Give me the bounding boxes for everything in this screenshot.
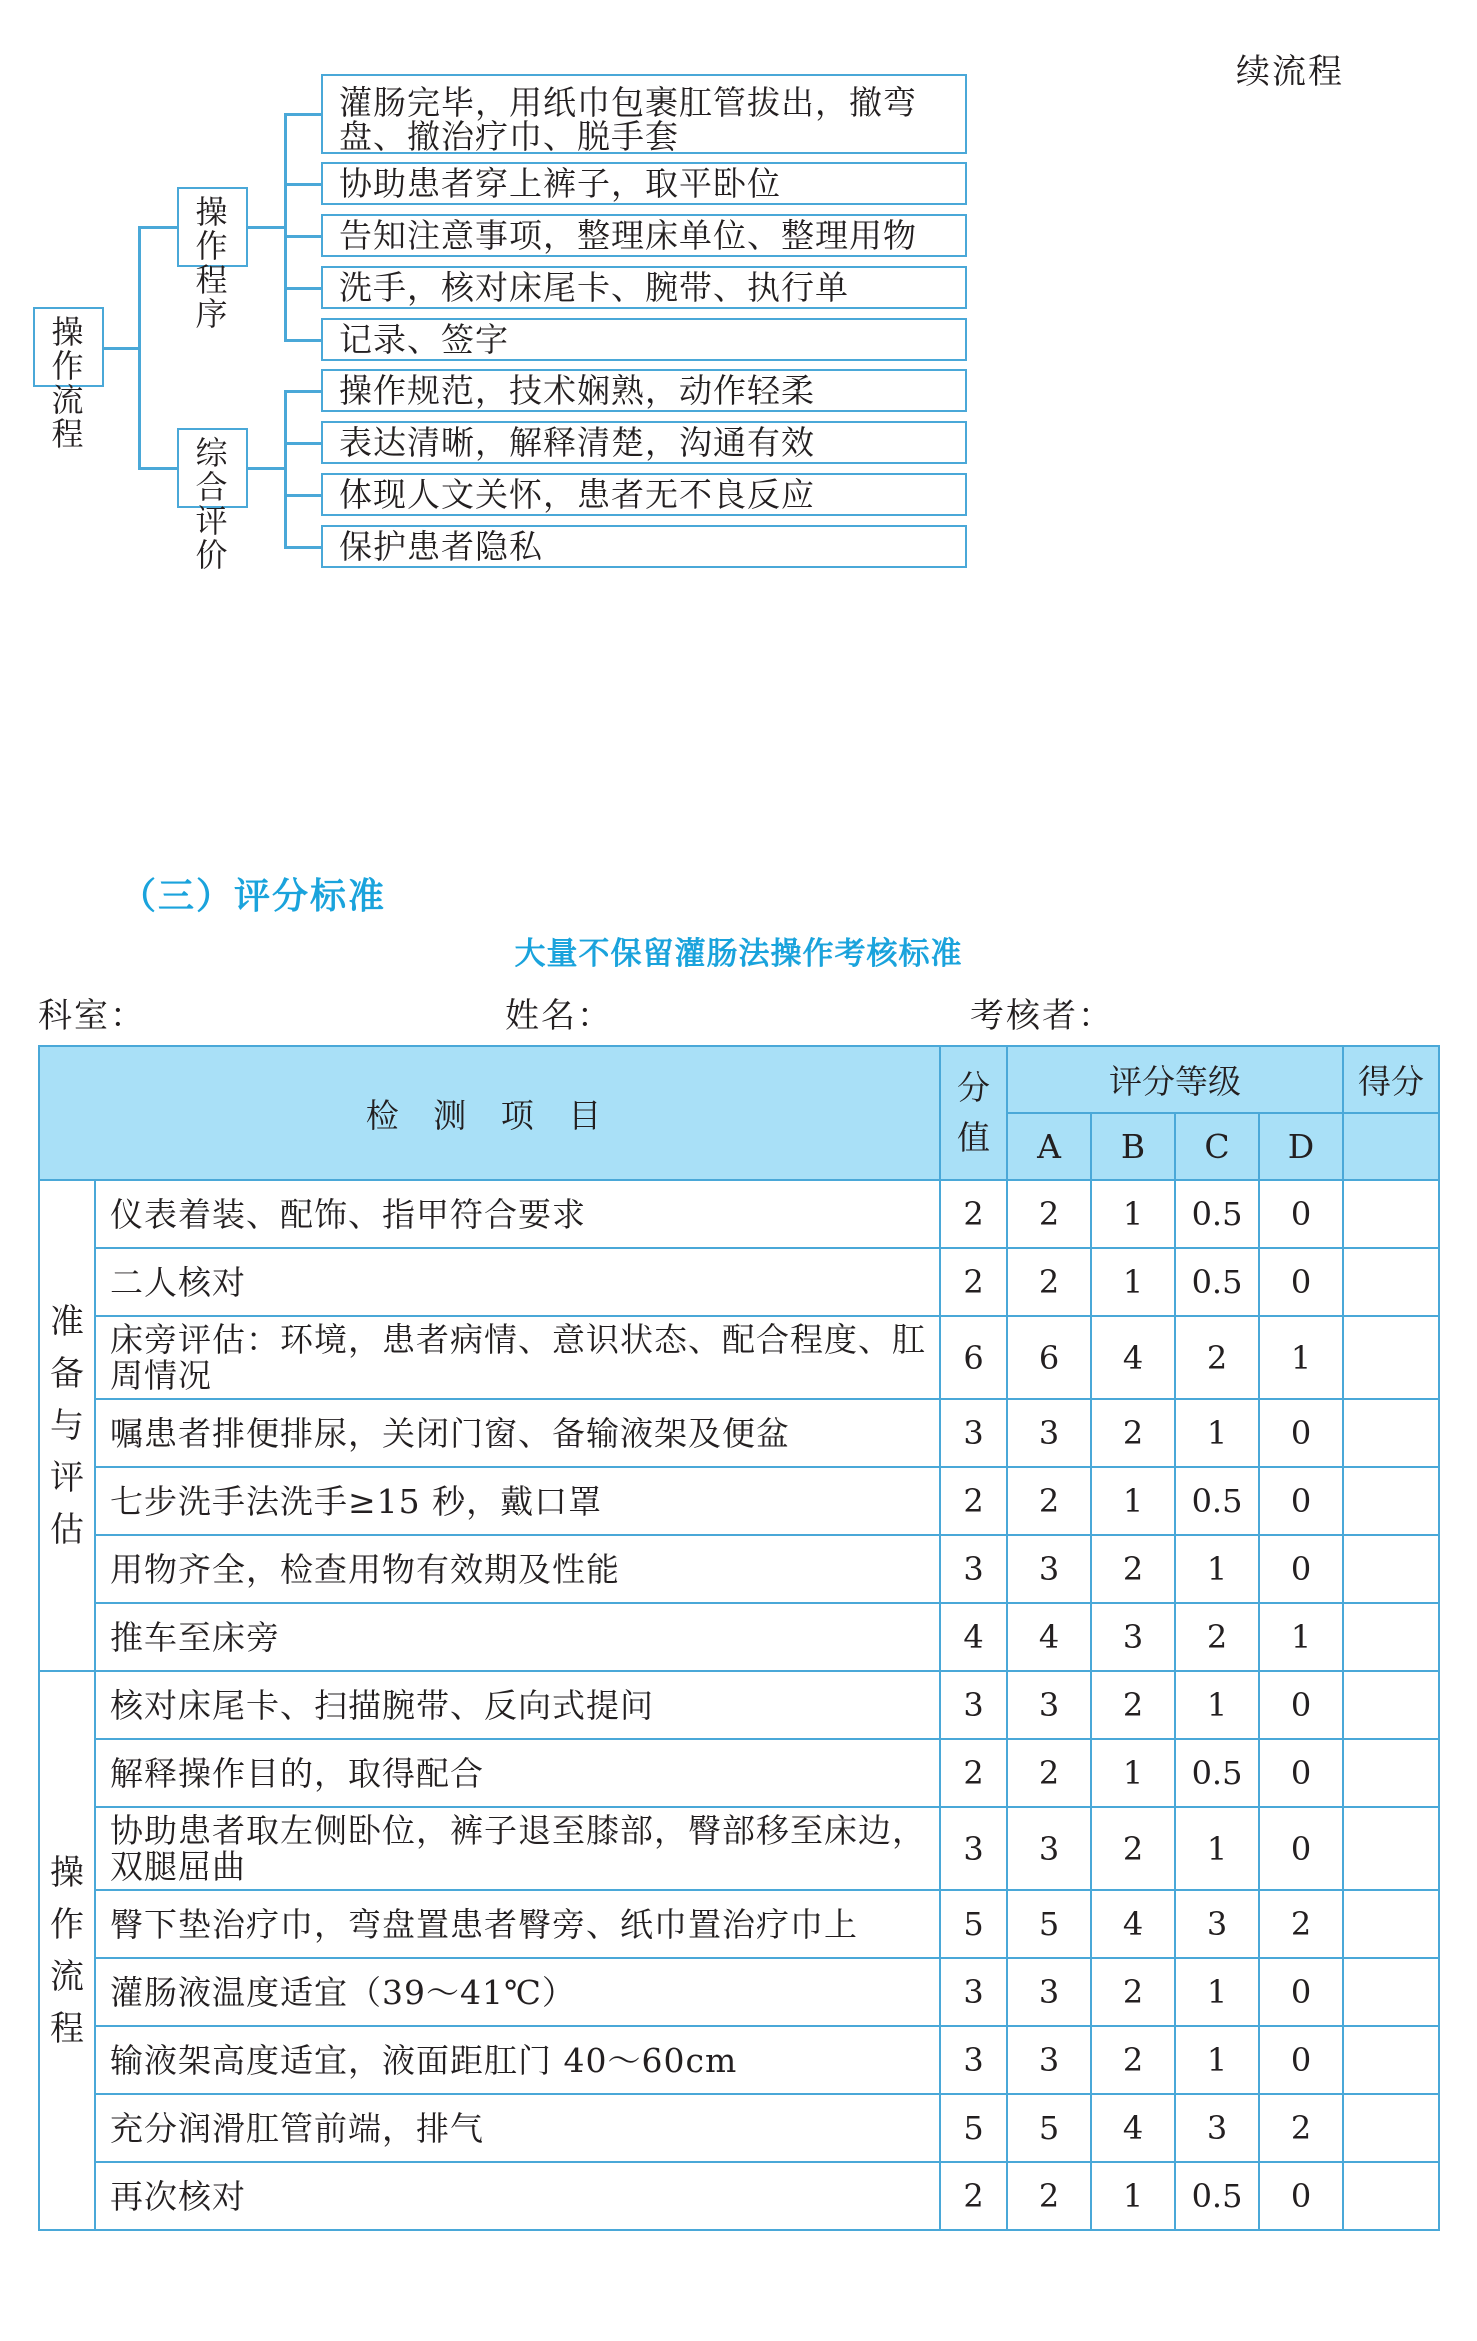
connector-line (284, 183, 321, 186)
table-row (39, 1467, 1439, 1535)
grade-a-cell: 2 (1007, 1467, 1091, 1535)
score-cell: 2 (940, 1180, 1007, 1248)
header-item-label: 检 测 项 目 (365, 1095, 614, 1135)
item-cell: 灌肠液温度适宜（39～41℃） (95, 1958, 940, 2026)
grade-b-cell: 2 (1091, 1535, 1175, 1603)
header-result-blank (1343, 1113, 1439, 1180)
table-row (39, 1671, 1439, 1739)
grade-c-cell: 1 (1175, 2026, 1259, 2094)
grade-c-cell: 0.5 (1175, 1739, 1259, 1807)
table-row (39, 1958, 1439, 2026)
item-cell: 推车至床旁 (95, 1603, 940, 1671)
score-cell: 3 (940, 1535, 1007, 1603)
grade-c-cell: 0.5 (1175, 1248, 1259, 1316)
grade-b-cell: 1 (1091, 2162, 1175, 2230)
score-cell: 3 (940, 1671, 1007, 1739)
result-cell[interactable] (1343, 1316, 1439, 1399)
header-grade-d: D (1259, 1113, 1343, 1180)
connector-line (284, 339, 321, 342)
connector-line (284, 390, 287, 547)
grade-d-cell: 1 (1259, 1603, 1343, 1671)
header-score-label: 分值 (957, 1068, 991, 1157)
score-cell: 5 (940, 2094, 1007, 2162)
item-cell: 二人核对 (95, 1248, 940, 1316)
result-cell[interactable] (1343, 2094, 1439, 2162)
flow-step-text: 记录、签字 (339, 320, 509, 359)
grade-b-cell: 3 (1091, 1603, 1175, 1671)
grade-b-cell: 1 (1091, 1739, 1175, 1807)
grade-b-cell: 4 (1091, 1890, 1175, 1958)
table-row (39, 1739, 1439, 1807)
table-body (39, 1180, 1439, 2230)
table-row (39, 1535, 1439, 1603)
score-cell: 4 (940, 1603, 1007, 1671)
category-cell (39, 1671, 95, 2230)
connector-line (247, 226, 285, 229)
header-item (39, 1046, 940, 1180)
connector-line (284, 442, 321, 445)
item-cell: 协助患者取左侧卧位，裤子退至膝部，臀部移至床边，双腿屈曲 (95, 1807, 940, 1890)
grade-a-cell: 2 (1007, 1180, 1091, 1248)
grade-c-cell: 2 (1175, 1603, 1259, 1671)
table-row (39, 2162, 1439, 2230)
flow-step-text: 表达清晰，解释清楚，沟通有效 (339, 423, 815, 462)
flow-step-text: 灌肠完毕，用纸巾包裹肛管拔出，撤弯盘、撤治疗巾、脱手套 (339, 83, 917, 156)
result-cell[interactable] (1343, 1739, 1439, 1807)
flow-branch-label: 综合评价 (195, 434, 230, 574)
table-title: 大量不保留灌肠法操作考核标准 (514, 936, 963, 972)
result-cell[interactable] (1343, 1671, 1439, 1739)
flow-step-text: 协助患者穿上裤子，取平卧位 (339, 164, 781, 203)
connector-line (284, 390, 321, 393)
grade-b-cell: 1 (1091, 1180, 1175, 1248)
table-row (39, 1890, 1439, 1958)
grade-b-cell: 2 (1091, 1399, 1175, 1467)
grade-a-cell: 5 (1007, 1890, 1091, 1958)
item-cell: 床旁评估：环境，患者病情、意识状态、配合程度、肛周情况 (95, 1316, 940, 1399)
score-cell: 2 (940, 2162, 1007, 2230)
score-cell: 3 (940, 1958, 1007, 2026)
grade-a-cell: 3 (1007, 1958, 1091, 2026)
flow-step (321, 214, 967, 257)
grade-d-cell: 0 (1259, 1399, 1343, 1467)
table-row (39, 1180, 1439, 1248)
score-cell: 3 (940, 2026, 1007, 2094)
grade-a-cell: 3 (1007, 1807, 1091, 1890)
result-cell[interactable] (1343, 1807, 1439, 1890)
flow-step (321, 525, 967, 568)
result-cell[interactable] (1343, 1535, 1439, 1603)
score-cell: 3 (940, 1399, 1007, 1467)
result-cell[interactable] (1343, 1958, 1439, 2026)
result-cell[interactable] (1343, 1603, 1439, 1671)
header-grade-a: A (1007, 1113, 1091, 1180)
score-table (38, 1045, 1440, 2231)
item-cell: 输液架高度适宜，液面距肛门 40～60cm (95, 2026, 940, 2094)
grade-a-cell: 2 (1007, 1248, 1091, 1316)
grade-d-cell: 0 (1259, 2026, 1343, 2094)
flow-step-text: 保护患者隐私 (339, 527, 543, 566)
score-cell: 6 (940, 1316, 1007, 1399)
grade-a-cell: 3 (1007, 1535, 1091, 1603)
score-cell: 2 (940, 1739, 1007, 1807)
grade-d-cell: 0 (1259, 1807, 1343, 1890)
grade-a-cell: 5 (1007, 2094, 1091, 2162)
item-cell: 臀下垫治疗巾，弯盘置患者臀旁、纸巾置治疗巾上 (95, 1890, 940, 1958)
grade-b-cell: 2 (1091, 1958, 1175, 2026)
grade-c-cell: 1 (1175, 1671, 1259, 1739)
grade-b-cell: 4 (1091, 2094, 1175, 2162)
grade-c-cell: 0.5 (1175, 1467, 1259, 1535)
grade-a-cell: 3 (1007, 2026, 1091, 2094)
flow-branch-node (177, 428, 248, 574)
item-cell: 用物齐全，检查用物有效期及性能 (95, 1535, 940, 1603)
grade-d-cell: 0 (1259, 1535, 1343, 1603)
result-cell[interactable] (1343, 1399, 1439, 1467)
connector-line (284, 546, 321, 549)
grade-b-cell: 2 (1091, 2026, 1175, 2094)
category-label: 操作流程 (50, 1852, 84, 2049)
item-cell: 核对床尾卡、扫描腕带、反向式提问 (95, 1671, 940, 1739)
connector-line (138, 467, 177, 470)
flow-step-text: 体现人文关怀，患者无不良反应 (339, 475, 815, 514)
result-cell[interactable] (1343, 1248, 1439, 1316)
result-cell[interactable] (1343, 1180, 1439, 1248)
item-cell: 七步洗手法洗手≥15 秒，戴口罩 (95, 1467, 940, 1535)
flow-step (321, 369, 967, 412)
flow-step (321, 266, 967, 309)
header-grade: 评分等级 (1007, 1046, 1343, 1113)
grade-c-cell: 1 (1175, 1535, 1259, 1603)
table-row (39, 2026, 1439, 2094)
header-grade-b: B (1091, 1113, 1175, 1180)
connector-line (284, 235, 321, 238)
grade-c-cell: 1 (1175, 1958, 1259, 2026)
connector-line (138, 226, 141, 468)
flow-branch-node (177, 187, 248, 333)
grade-a-cell: 2 (1007, 2162, 1091, 2230)
grade-d-cell: 0 (1259, 1467, 1343, 1535)
grade-d-cell: 0 (1259, 1958, 1343, 2026)
examiner-label: 考核者： (970, 996, 1114, 1036)
flow-step (321, 74, 967, 154)
flow-step (321, 473, 967, 516)
header-result: 得分 (1343, 1046, 1439, 1113)
grade-b-cell: 4 (1091, 1316, 1175, 1399)
table-row (39, 1603, 1439, 1671)
category-cell (39, 1180, 95, 1671)
grade-c-cell: 0.5 (1175, 2162, 1259, 2230)
grade-d-cell: 0 (1259, 1671, 1343, 1739)
grade-c-cell: 2 (1175, 1316, 1259, 1399)
flow-root-label: 操作流程 (51, 313, 86, 453)
grade-b-cell: 1 (1091, 1248, 1175, 1316)
item-cell: 充分润滑肛管前端，排气 (95, 2094, 940, 2162)
category-label: 准备与评估 (50, 1301, 84, 1550)
flow-root-node (33, 307, 104, 453)
grade-d-cell: 0 (1259, 1248, 1343, 1316)
name-label: 姓名： (505, 996, 613, 1036)
result-cell[interactable] (1343, 1467, 1439, 1535)
result-cell[interactable] (1343, 1890, 1439, 1958)
grade-b-cell: 2 (1091, 1671, 1175, 1739)
score-cell: 3 (940, 1807, 1007, 1890)
table-row (39, 1399, 1439, 1467)
grade-d-cell: 2 (1259, 2094, 1343, 2162)
item-cell: 嘱患者排便排尿，关闭门窗、备输液架及便盆 (95, 1399, 940, 1467)
table-row (39, 1807, 1439, 1890)
item-cell: 再次核对 (95, 2162, 940, 2230)
flow-step-text: 洗手，核对床尾卡、腕带、执行单 (339, 268, 849, 307)
header-grade-c: C (1175, 1113, 1259, 1180)
item-cell: 解释操作目的，取得配合 (95, 1739, 940, 1807)
grade-a-cell: 3 (1007, 1399, 1091, 1467)
flow-step-text: 操作规范，技术娴熟，动作轻柔 (339, 371, 815, 410)
grade-a-cell: 3 (1007, 1671, 1091, 1739)
table-row (39, 1248, 1439, 1316)
score-cell: 2 (940, 1248, 1007, 1316)
dept-label: 科室： (38, 996, 146, 1036)
flow-branch-label: 操作程序 (195, 193, 230, 333)
connector-line (103, 347, 139, 350)
grade-d-cell: 2 (1259, 1890, 1343, 1958)
flow-step-text: 告知注意事项，整理床单位、整理用物 (339, 216, 917, 255)
table-row (39, 2094, 1439, 2162)
grade-a-cell: 2 (1007, 1739, 1091, 1807)
score-cell: 5 (940, 1890, 1007, 1958)
grade-b-cell: 1 (1091, 1467, 1175, 1535)
grade-d-cell: 0 (1259, 1180, 1343, 1248)
grade-a-cell: 6 (1007, 1316, 1091, 1399)
connector-line (284, 494, 321, 497)
connector-line (284, 113, 321, 116)
flow-step (321, 318, 967, 361)
grade-a-cell: 4 (1007, 1603, 1091, 1671)
grade-d-cell: 0 (1259, 2162, 1343, 2230)
section-title: （三）评分标准 (120, 876, 387, 917)
header-score (940, 1046, 1007, 1180)
grade-c-cell: 3 (1175, 2094, 1259, 2162)
grade-b-cell: 2 (1091, 1807, 1175, 1890)
item-cell: 仪表着装、配饰、指甲符合要求 (95, 1180, 940, 1248)
result-cell[interactable] (1343, 2026, 1439, 2094)
connector-line (284, 113, 287, 340)
grade-c-cell: 1 (1175, 1807, 1259, 1890)
score-cell: 2 (940, 1467, 1007, 1535)
connector-line (247, 467, 285, 470)
flow-step (321, 421, 967, 464)
grade-c-cell: 1 (1175, 1399, 1259, 1467)
grade-d-cell: 1 (1259, 1316, 1343, 1399)
connector-line (284, 287, 321, 290)
connector-line (138, 226, 177, 229)
continued-flow-label: 续流程 (1236, 52, 1344, 92)
result-cell[interactable] (1343, 2162, 1439, 2230)
table-row (39, 1316, 1439, 1399)
grade-c-cell: 3 (1175, 1890, 1259, 1958)
flow-step (321, 162, 967, 205)
grade-c-cell: 0.5 (1175, 1180, 1259, 1248)
grade-d-cell: 0 (1259, 1739, 1343, 1807)
